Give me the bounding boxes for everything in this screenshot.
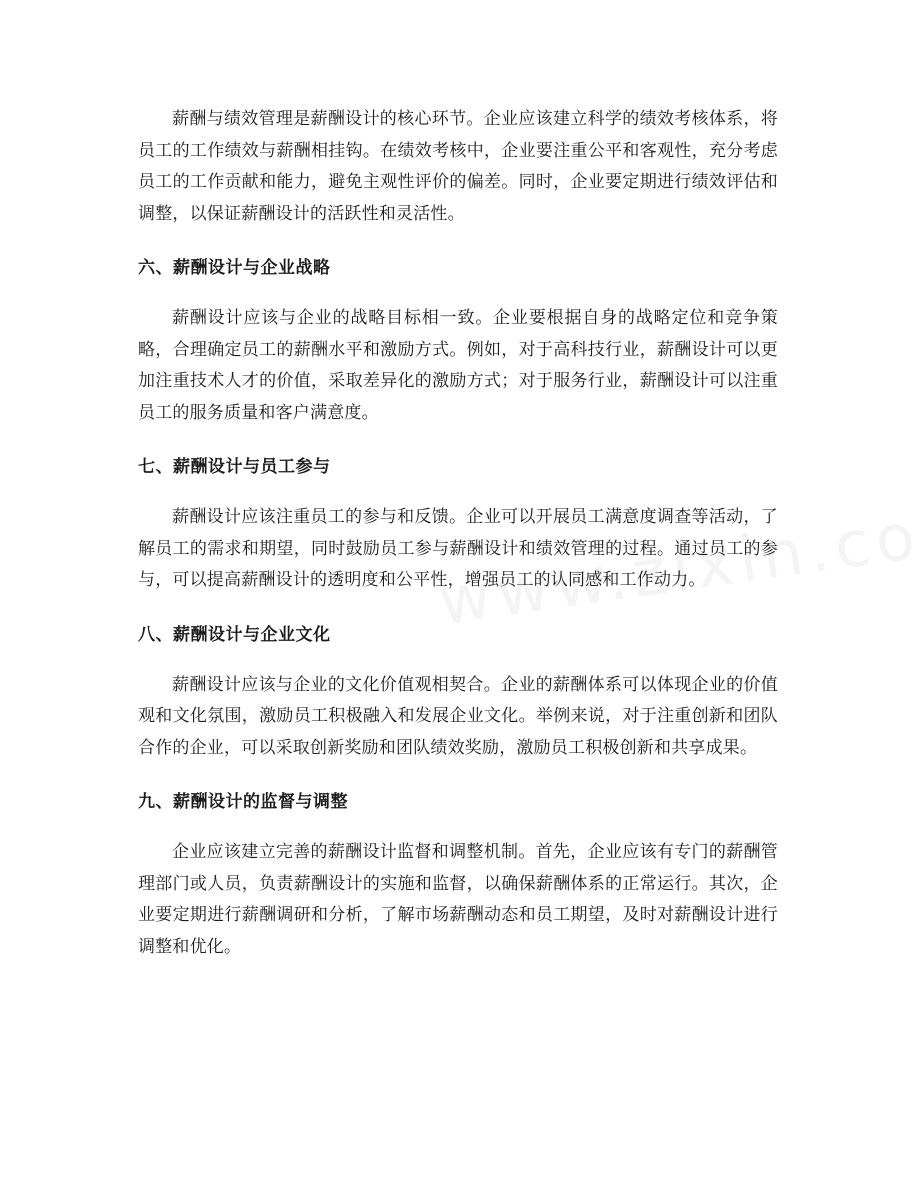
paragraph-strategy: 薪酬设计应该与企业的战略目标相一致。企业要根据自身的战略定位和竞争策略，合理确定员工的薪酬水平和激励方式。例如，对于高科技行业，薪酬设计可以更加注重技术人才的价值，采取差异化的激励方式；对于服务行业，薪酬设计可以注重员工的服务质量和客户满意度。: [138, 308, 778, 423]
section-heading-strategy: 六、薪酬设计与企业战略: [138, 258, 331, 278]
section-heading-participation: 七、薪酬设计与员工参与: [138, 457, 331, 477]
spacer: [138, 282, 778, 303]
spacer: [138, 649, 778, 670]
paragraph-performance: 薪酬与绩效管理是薪酬设计的核心环节。企业应该建立科学的绩效考核体系，将员工的工作绩效与薪酬相挂钩。在绩效考核中，企业要注重公平和客观性，充分考虑员工的工作贡献和能力，避免主观性评价的偏差。同时，企业要定期进行绩效评估和调整，以保证薪酬设计的活跃性和灵活性。: [138, 109, 778, 224]
spacer: [138, 481, 778, 502]
spacer: [138, 764, 778, 788]
paragraph-supervision: 企业应该建立完善的薪酬设计监督和调整机制。首先，企业应该有专门的薪酬管理部门或人员，负责薪酬设计的实施和监督，以确保薪酬体系的正常运行。其次，企业要定期进行薪酬调研和分析，了解市场薪酬动态和员工期望，及时对薪酬设计进行调整和优化。: [138, 842, 778, 957]
document-body: [138, 104, 778, 963]
spacer: [138, 597, 778, 621]
section-heading-supervision: 九、薪酬设计的监督与调整: [138, 792, 348, 812]
section-heading-culture: 八、薪酬设计与企业文化: [138, 624, 331, 645]
spacer: [138, 230, 778, 254]
spacer: [138, 429, 778, 453]
paragraph-culture: 薪酬设计应该与企业的文化价值观相契合。企业的薪酬体系可以体现企业的价值观和文化氛围，激励员工积极融入和发展企业文化。举例来说，对于注重创新和团队合作的企业，可以采取创新奖励和团队绩效奖励，激励员工积极创新和共享成果。: [138, 674, 778, 758]
paragraph-participation: 薪酬设计应该注重员工的参与和反馈。企业可以开展员工满意度调查等活动，了解员工的需求和期望，同时鼓励员工参与薪酬设计和绩效管理的过程。通过员工的参与，可以提高薪酬设计的透明度和公平性，增强员工的认同感和工作动力。: [138, 507, 778, 590]
spacer: [138, 816, 778, 837]
